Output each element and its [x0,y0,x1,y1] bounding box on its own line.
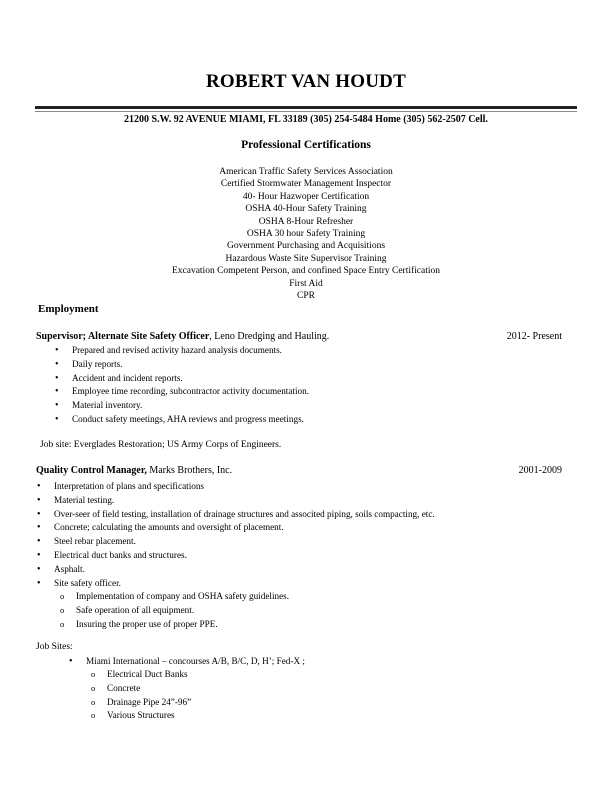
resume-name: ROBERT VAN HOUDT [206,71,406,92]
job-dates: 2001-2009 [518,465,562,476]
job-duties-list [72,344,309,427]
certification-item: Government Purchasing and Acquisitions [226,241,386,252]
list-item: o Insuring the proper use of proper PPE. [76,618,289,632]
certification-item: OSHA 40-Hour Safety Training [245,204,367,215]
certification-item: 40- Hour Hazwoper Certification [242,191,370,202]
list-item: • Electrical duct banks and structures. [54,549,435,563]
list-item: o Drainage Pipe 24”-96” [107,696,191,710]
contact-info: 21200 S.W. 92 AVENUE MIAMI, FL 33189 (305) 254-5484 Home (305) 562-2507 Cell. [124,114,488,125]
certification-item: OSHA 30 hour Safety Training [246,229,366,240]
list-item: o Various Structures [107,709,191,723]
certifications-heading: Professional Certifications [241,139,371,151]
certification-item: Certified Stormwater Management Inspector [220,179,392,190]
list-item: • Miami International – concourses A/B, B/C, D, H’; Fed-X ; [86,655,305,669]
list-item: • Material inventory. [72,399,309,413]
certification-item: OSHA 8-Hour Refresher [258,216,354,227]
list-item: • Asphalt. [54,563,435,577]
list-item: • Prepared and revised activity hazard analysis documents. [72,344,309,358]
list-item: • Accident and incident reports. [72,372,309,386]
job-header [36,465,562,478]
job-site: Job site: Everglades Restoration; US Army Corps of Engineers. [40,440,282,450]
list-item: • Site safety officer. [54,577,435,591]
certification-item: Hazardous Waste Site Supervisor Training [225,253,387,264]
list-item: • Employee time recording, subcontractor activity documentation. [72,385,309,399]
employment-heading: Employment [38,303,99,315]
certifications-list [0,166,612,302]
job-sites-list [86,655,305,669]
list-item: o Safe operation of all equipment. [76,604,289,618]
job-site-details-list [107,668,191,723]
safety-sub-list [76,590,289,631]
header-divider-thick [35,106,577,109]
certification-item: First Aid [289,278,323,289]
job-dates: 2012- Present [506,331,562,342]
list-item: • Material testing. [54,494,435,508]
list-item: • Steel rebar placement. [54,535,435,549]
certification-item: Excavation Competent Person, and confined Space Entry Certification [171,266,441,277]
job-title: Quality Control Manager, [36,465,147,476]
list-item: o Electrical Duct Banks [107,668,191,682]
job-company: , Leno Dredging and Hauling. [209,331,330,342]
list-item: • Over-seer of field testing, installation of drainage structures and associted piping, soils compacting, etc. [54,508,435,522]
list-item: • Conduct safety meetings, AHA reviews and progress meetings. [72,413,309,427]
list-item: • Concrete; calculating the amounts and oversight of placement. [54,521,435,535]
header-divider-thin [35,111,577,112]
job-company: Marks Brothers, Inc. [146,465,233,476]
job-duties-list [54,480,435,590]
job-header [36,331,562,344]
list-item: o Concrete [107,682,191,696]
job-title: Supervisor; Alternate Site Safety Officer [36,331,210,342]
list-item: • Interpretation of plans and specifications [54,480,435,494]
job-sites-label: Job Sites: [36,642,73,652]
list-item: o Implementation of company and OSHA safety guidelines. [76,590,289,604]
certification-item: CPR [297,291,315,302]
certification-item: American Traffic Safety Services Association [219,167,393,177]
list-item: • Daily reports. [72,358,309,372]
